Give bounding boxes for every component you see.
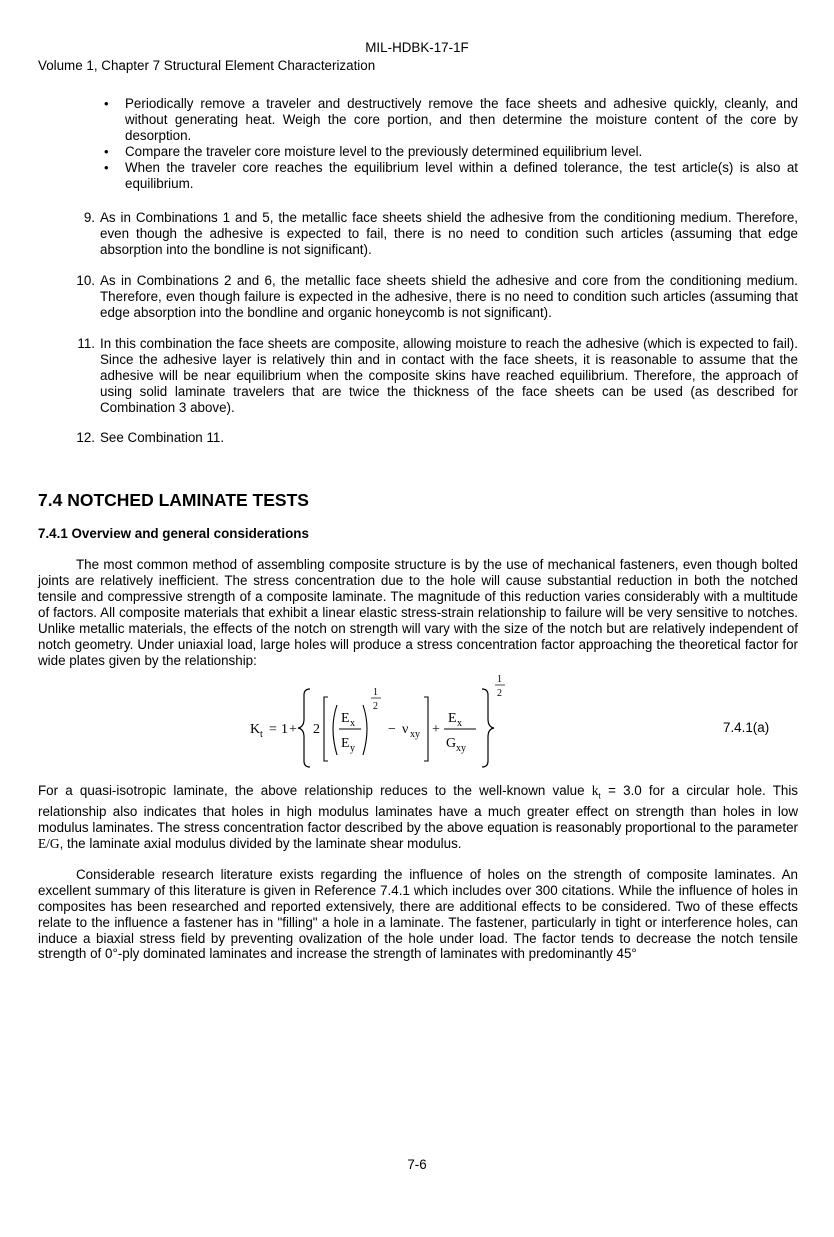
item-number: 10. [76,273,95,289]
kt-symbol: $k_t$ [591,782,601,801]
left-brace [298,689,310,767]
eq-k: K [250,721,261,737]
eq-ex-sub: x [350,717,355,729]
paragraph-3: Considerable research literature exists regarding the influence of holes on the strength of composite laminates. An excellent summary of this literature is given in Reference 7.4.1 which includes over 300 citations. While the influence of holes in composites has been researched and reported extensively, there are additional effects to be considered. Two of these effects relate to the influence a fastener has in "filling" a hole in a laminate. The fastener, particularly in tight or interference holes, can induce a biaxial stress field by preventing ovalization of the hole under load. The factor tends to decrease the notch tensile strength of 0°-ply dominated laminates and increase the strength of laminates with predominantly 45° [38,866,798,962]
bullet-item: • Periodically remove a traveler and destructively remove the face sheets and adhesive quickly, cleanly, and without generating heat. Weigh the core portion, and then determine the moisture content of the core by desorption. [125,96,798,144]
para2-text-c: , the laminate axial modulus divided by the laminate shear modulus. [59,836,462,852]
eq-t-sub: t [260,728,263,740]
numbered-item-9 [38,210,798,258]
paragraph-1: The most common method of assembling composite structure is by the use of mechanical fasteners, even though bolted joints are relatively inefficient. The stress concentration due to the hole will cause substantial reduction in both the notched tensile and compressive strength of a composite laminate. The magnitude of this reduction varies considerably with a multitude of factors. All composite materials that exhibit a linear elastic stress-strain relationship to failure will be very sensitive to notches. Unlike metallic materials, the effects of the notch on strength will vary with the size of the notch but are relatively independent of notch geometry. Under uniaxial load, large holes will produce a stress concentration factor approaching the theoretical factor for wide plates given by the relationship: [38,557,798,668]
eq-ex: E [341,710,350,726]
item-number: 9. [83,210,95,226]
eq-plus2: + [432,721,440,737]
eq-one: 1 [281,721,288,737]
item-number: 11. [77,335,95,351]
para2-text-a: For a quasi-isotropic laminate, the above relationship reduces to the well-known value [38,782,592,798]
eq-equals: = [269,721,277,737]
item-text: See Combination 11. [100,430,225,446]
eq-two: 2 [313,721,320,737]
eq-outer-exp-den: 2 [497,687,502,699]
bullet-item: • When the traveler core reaches the equilibrium level within a defined tolerance, the test article(s) is also at equilibrium. [125,160,798,192]
page-body [38,96,798,962]
e-over-g: E/G [38,836,60,852]
item-text: As in Combinations 1 and 5, the metallic face sheets shield the adhesive from the conditioning medium. Therefore, even though the adhesive is expected to fail, there is no need to condition such articles (assuming that edge absorption into the bondline is not significant). [100,210,798,258]
eq-ey: E [341,735,350,751]
bullet-list [38,96,798,191]
eq-ex2-sub: x [457,717,462,729]
eq-g-sub: xy [456,742,466,754]
item-text: In this combination the face sheets are composite, allowing moisture to reach the adhesive (which is expected to fail). Since the adhesive layer is relatively thin and in contact with the face sheets, it is reasonable to assume that the adhesive will be near equilibrium when the composite skins have reached equilibrium. Therefore, the approach of using solid laminate travelers that are twice the thickness of the face sheets can be used (as described for Combination 3 above). [100,335,798,415]
page-number: 7-6 [407,1157,427,1172]
stress-concentration-equation [250,671,550,781]
subsection-heading: 7.4.1 Overview and general considerations [38,526,309,542]
item-text: As in Combinations 2 and 6, the metallic face sheets shield the adhesive and core from the conditioning medium. Therefore, even though failure is expected in the adhesive, there is no need to condition such articles (assuming that edge absorption into the bondline and organic honeycomb is not significant). [100,273,798,320]
eq-nu: ν [402,721,409,737]
left-paren [333,705,337,755]
eq-ex2: E [448,710,457,726]
right-bracket [424,697,428,761]
para2-text-b: = 3.0 for a circular hole. This relationship also indicates that holes in high modulus laminates have a much greater effect on strength than holes in low modulus laminates. The stress concentration factor described by the above equation is reasonably proportional to the parameter [38,782,798,836]
numbered-item-12 [38,430,798,446]
numbered-item-11 [38,336,798,416]
paragraph-2 [38,783,798,852]
eq-plus1: + [289,721,297,737]
right-paren [363,705,367,755]
eq-exp-den: 2 [373,700,378,712]
equation-block [38,671,798,781]
eq-minus: − [388,721,396,737]
right-brace [482,689,494,767]
eq-g: G [446,735,457,751]
document-title: MIL-HDBK-17-1F [365,40,469,55]
bullet-item: • Compare the traveler core moisture level to the previously determined equilibrium level. [125,144,798,160]
left-bracket [324,697,328,761]
chapter-header: Volume 1, Chapter 7 Structural Element Characterization [38,58,376,73]
equation-label: 7.4.1(a) [723,719,770,735]
section-heading: 7.4 NOTCHED LAMINATE TESTS [38,490,309,511]
eq-outer-exp-num: 1 [497,673,502,685]
kt-sub: t [598,790,601,801]
item-number: 12. [76,430,95,446]
eq-exp-num: 1 [373,686,378,698]
numbered-item-10 [38,273,798,321]
eq-nu-sub: xy [410,728,420,740]
eq-ey-sub: y [350,742,355,754]
